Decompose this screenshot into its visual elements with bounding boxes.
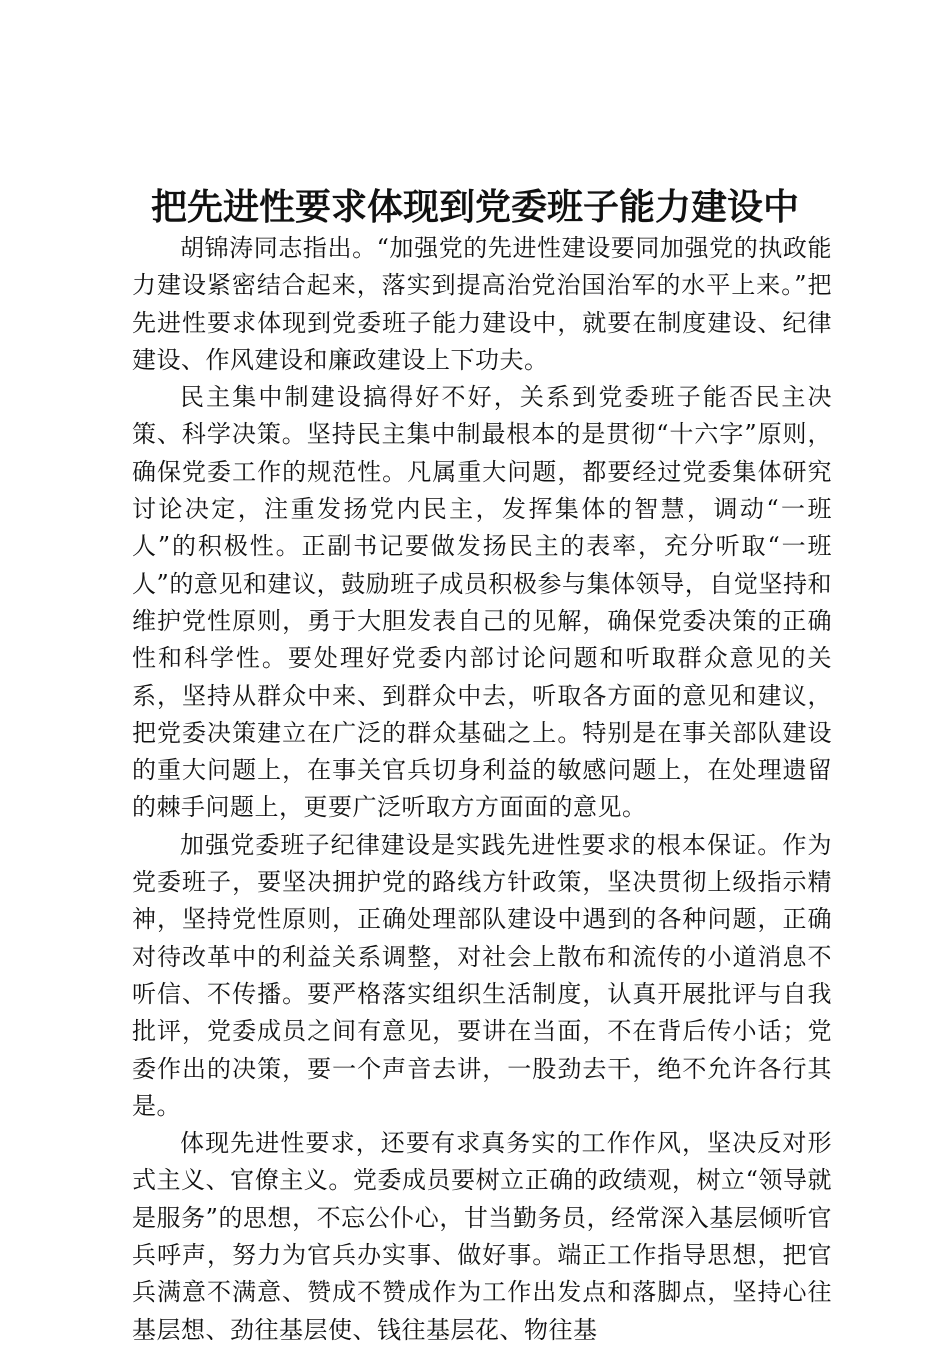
document-title: 把先进性要求体现到党委班子能力建设中 (150, 187, 799, 228)
paragraph-work-style: 体现先进性要求，还要有求真务实的工作作风，坚决反对形式主义、官僚主义。党委成员要树立正确的政绩观，树立“领导就是服务”的思想，不忘公仆心，甘当勤务员，经常深入基层倾听官兵呼声，努力为官兵办实事、做好事。端正工作指导思想，把官兵满意不满意、赞成不赞成作为工作出发点和落脚点，坚持心往基层想、劲往基层使、钱往基层花、物往基 (132, 1129, 832, 1344)
paragraph-intro: 胡锦涛同志指出。“加强党的先进性建设要同加强党的执政能力建设紧密结合起来，落实到提高治党治国治军的水平上来。”把先进性要求体现到党委班子能力建设中，就要在制度建设、纪律建设、作风建设和廉政建设上下功夫。 (132, 234, 832, 374)
paragraph-discipline: 加强党委班子纪律建设是实践先进性要求的根本保证。作为党委班子，要坚决拥护党的路线方针政策，坚决贯彻上级指示精神，坚持党性原则，正确处理部队建设中遇到的各种问题，正确对待改革中的利益关系调整，对社会上散布和流传的小道消息不听信、不传播。要严格落实组织生活制度，认真开展批评与自我批评，党委成员之间有意见，要讲在当面，不在背后传小话；党委作出的决策，要一个声音去讲，一股劲去干，绝不允许各行其是。 (132, 830, 832, 1120)
document-body (132, 230, 832, 1349)
paragraph-democratic-centralism: 民主集中制建设搞得好不好，关系到党委班子能否民主决策、科学决策。坚持民主集中制最根本的是贯彻“十六字”原则，确保党委工作的规范性。凡属重大问题，都要经过党委集体研究讨论决定，注重发扬党内民主，发挥集体的智慧，调动“一班人”的积极性。正副书记要做发扬民主的表率，充分听取“一班人”的意见和建议，鼓励班子成员积极参与集体领导，自觉坚持和维护党性原则，勇于大胆发表自己的见解，确保党委决策的正确性和科学性。要处理好党委内部讨论问题和听取群众意见的关系，坚持从群众中来、到群众中去，听取各方面的意见和建议，把党委决策建立在广泛的群众基础之上。特别是在事关部队建设的重大问题上，在事关官兵切身利益的敏感问题上，在处理遗留的棘手问题上，更要广泛听取方方面面的意见。 (132, 383, 832, 822)
